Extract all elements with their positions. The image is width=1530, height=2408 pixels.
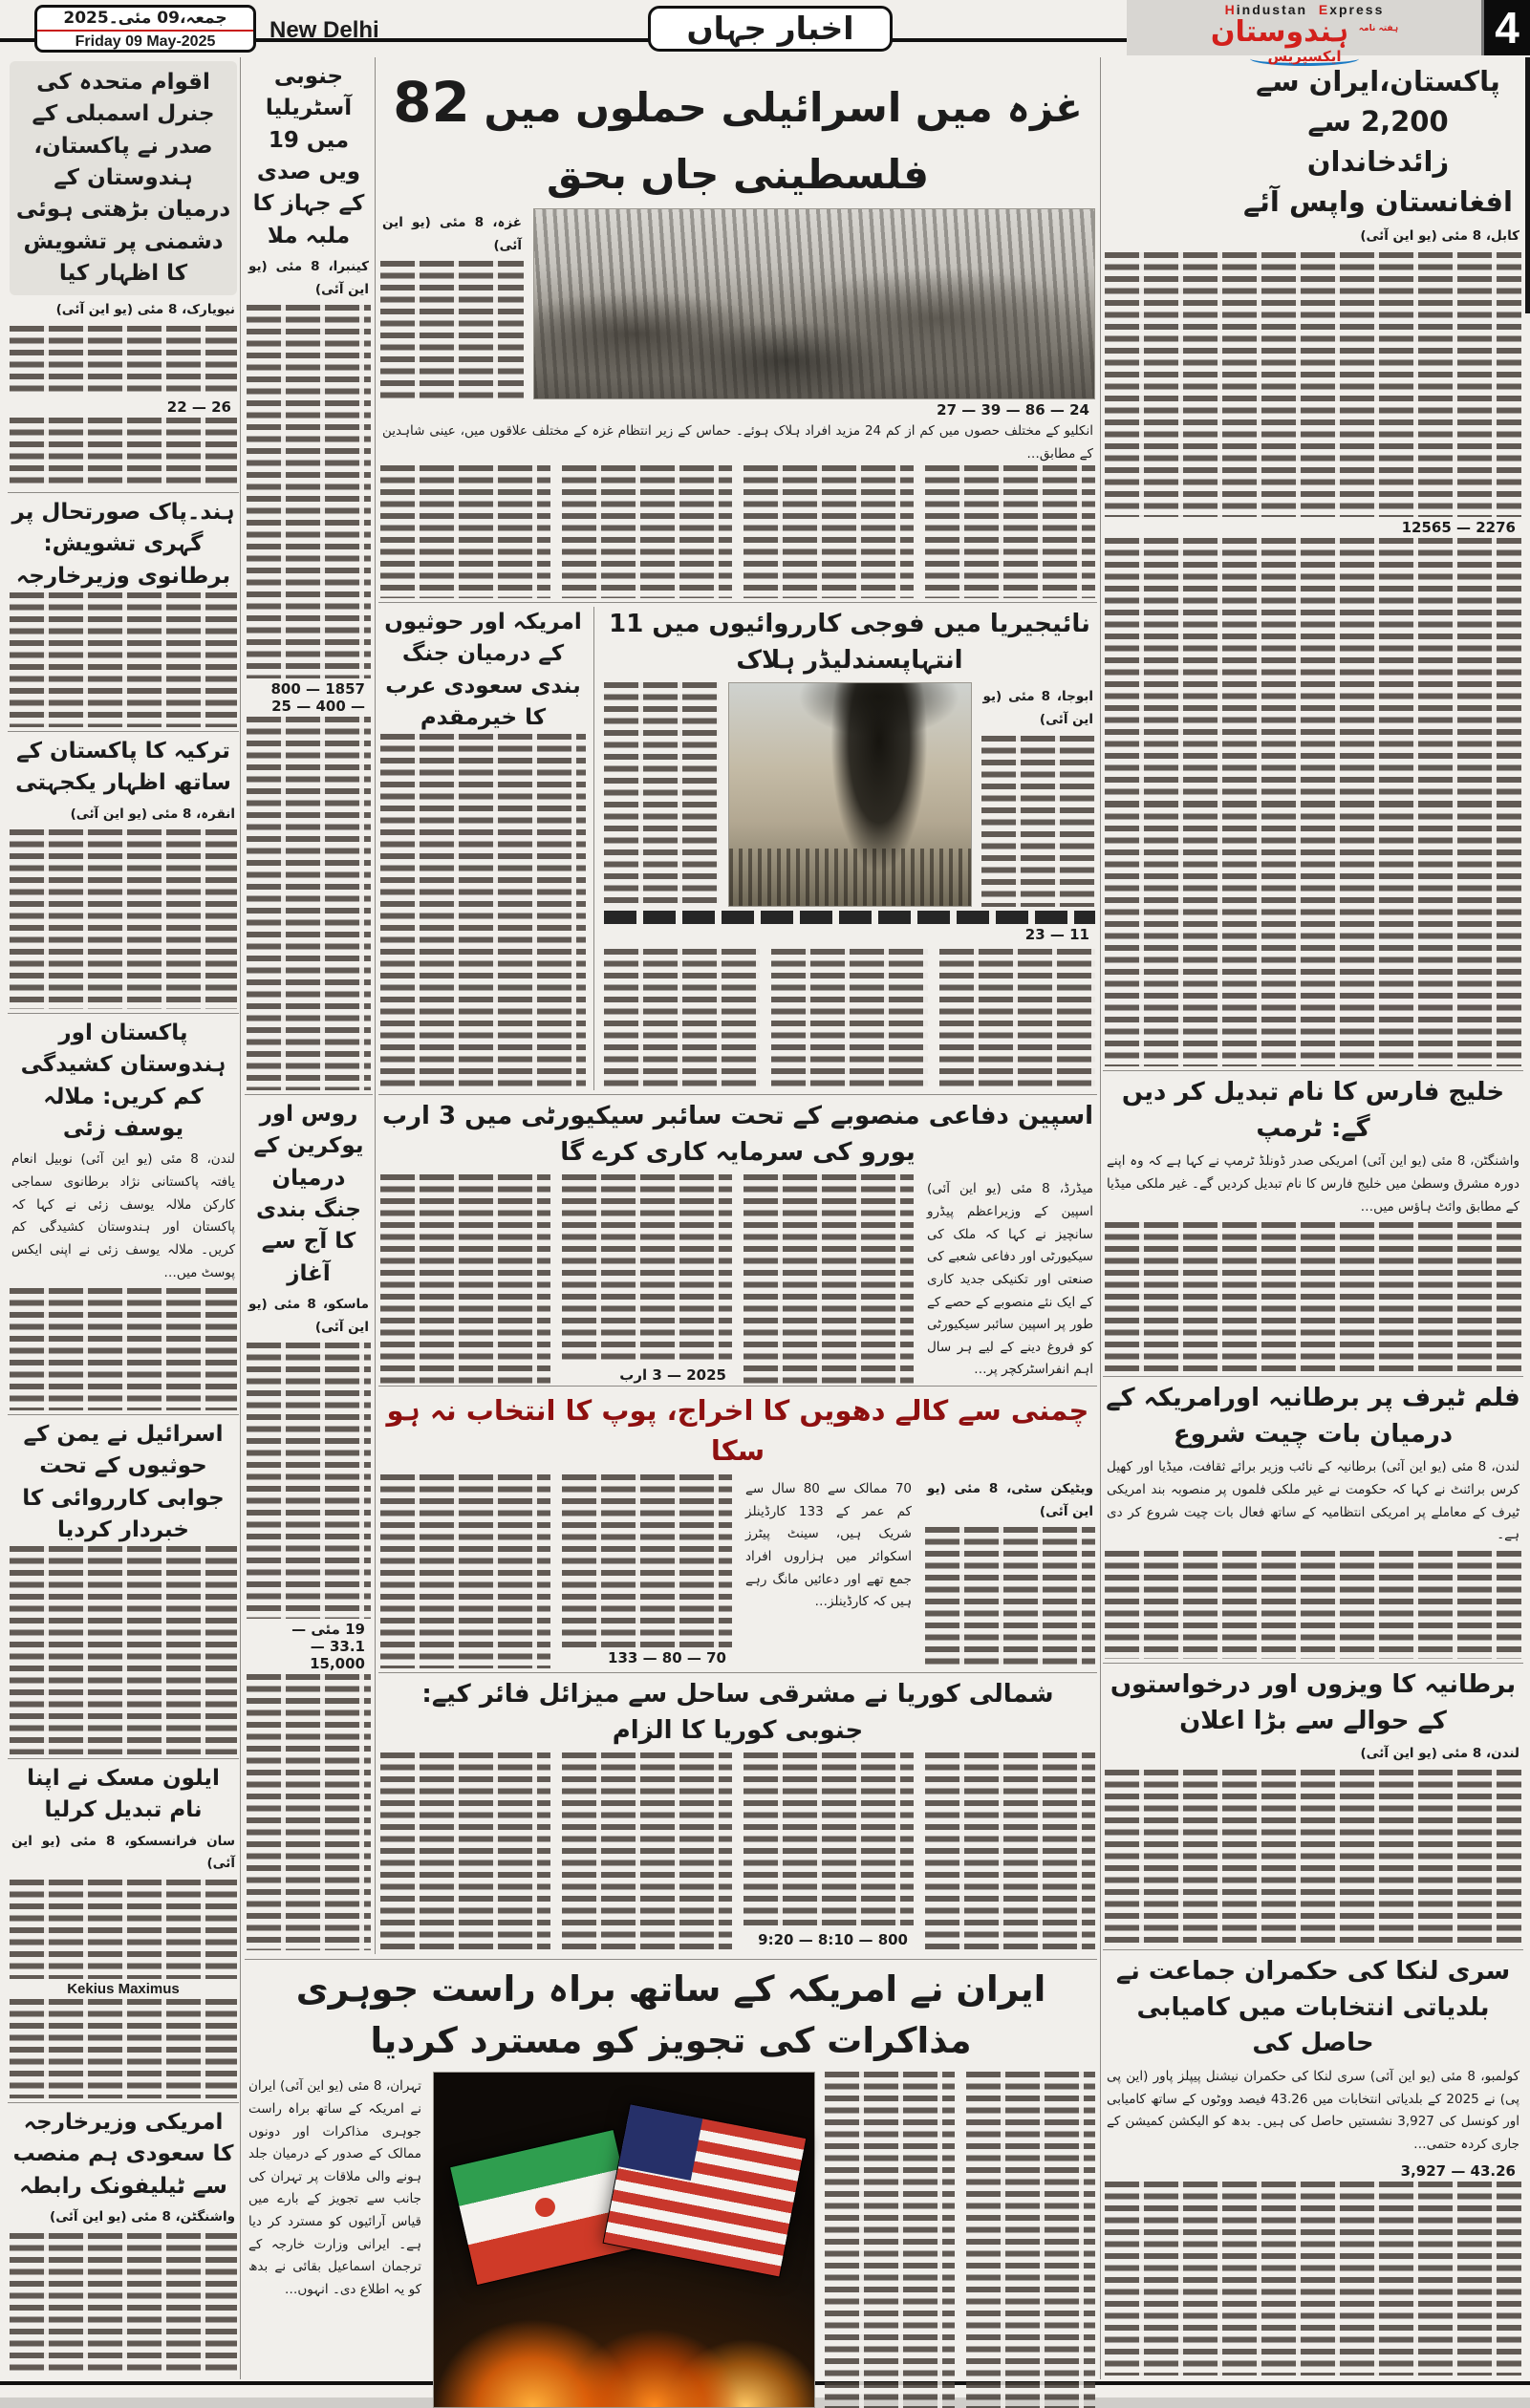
figures-nkorea: 800 — 8:10 — 9:20 xyxy=(758,1931,908,1948)
page-header xyxy=(0,0,1530,65)
excerpt-spain: میڈرڈ، 8 مئی (یو این آئی) اسپین کے وزیراعظم پیڈرو سانچیز نے کہا کہ ملک کی سیکیورٹی اور دفاعی شعبے کی صنعتی اور تکنیکی جدید کاری کے ایک نئے منصوبے کے حصے کے طور پر اسپین سائبر سیکیورٹی کو فروغ دینے کے لیے ہر سال اہم انفراسٹرکچر پر… xyxy=(927,1181,1093,1378)
dateline-elon xyxy=(11,1831,235,1876)
right-column xyxy=(1103,57,1523,2379)
dateline-gaza xyxy=(382,212,522,257)
center-area xyxy=(378,57,1097,1954)
bodytext-israel-yemen xyxy=(10,1546,237,1754)
nigeria-first-column xyxy=(981,682,1096,907)
article-turkey xyxy=(8,731,239,1013)
article-malala xyxy=(8,1013,239,1414)
bodytext-nigeria-col1 xyxy=(604,682,719,907)
dateline-nigeria xyxy=(983,686,1094,731)
gaza-text-col xyxy=(925,465,1095,598)
headline-australia: جنوبی آسٹریلیا میں 19 ویں صدی کے جہاز کا ملبہ ملا xyxy=(252,64,365,248)
bodytext-saudi-houthi xyxy=(380,734,586,1090)
excerpt-trump-gulf: واشنگٹن، 8 مئی (یو این آئی) امریکی صدر ڈونلڈ ٹرمپ نے کہا ہے کہ وہ اپنے دورہ مشرق وسطیٰ میں خلیج فارس کا نام تبدیل کردیں گے۔ غیر ملکی میڈیا کے مطابق وائٹ ہاؤس میں… xyxy=(1107,1153,1519,1215)
bodytext-spain xyxy=(743,1174,914,1386)
bodytext-iran xyxy=(825,2072,955,2408)
column-rule-mid xyxy=(375,57,376,1954)
column-rule-right xyxy=(1100,57,1101,2379)
masthead xyxy=(1127,0,1482,65)
left-column xyxy=(8,57,239,2379)
article-pak-iran xyxy=(1103,57,1523,1070)
bodytext-nkorea xyxy=(562,1752,732,1950)
article-gaza xyxy=(378,57,1097,602)
bodytext-gaza-col1 xyxy=(380,261,524,399)
bodytext-srilanka xyxy=(1105,2182,1521,2376)
headline-iran: ایران نے امریکہ کے ساتھ براہ راست جوہری مذاکرات کی تجویز کو مسترد کردیا xyxy=(295,1968,1046,2061)
article-elon xyxy=(8,1758,239,2102)
bodytext-pak-iran-2 xyxy=(1105,538,1521,803)
dateline-text: نیویارک، 8 مئی (یو این آئی) xyxy=(55,302,235,318)
spain-text-col xyxy=(743,1174,914,1386)
figures-pak-iran: 2276 — 12565 xyxy=(1401,518,1516,536)
article-israel-yemen xyxy=(8,1414,239,1758)
figures-nigeria: 11 — 23 xyxy=(1024,926,1089,944)
nigeria-text-col xyxy=(939,949,1095,1090)
article-russia-ukraine xyxy=(245,1094,373,1954)
dateline-us-saudi xyxy=(11,2206,235,2229)
headline-turkey: ترکیہ کا پاکستان کے ساتھ اظہار یکجہتی xyxy=(15,739,231,796)
nkorea-text-col xyxy=(743,1752,914,1950)
page-number: 4 xyxy=(1481,0,1530,55)
figures-un-assembly: 26 — 22 xyxy=(166,398,231,417)
bodytext-malala xyxy=(10,1288,237,1410)
bodytext-nkorea xyxy=(380,1752,550,1950)
bodytext-britain-visa xyxy=(1105,1770,1521,1946)
masthead-urdu-word: ہندوستان xyxy=(1210,15,1349,49)
nkorea-text-col xyxy=(562,1752,732,1950)
section-title: اخبار جہاں xyxy=(648,6,893,52)
headline-israel-yemen: اسرائیل نے یمن کے حوثیوں کے تحت جوابی کارروائی کا خبردار کردیا xyxy=(22,1422,225,1543)
bodytext-un-assembly-2 xyxy=(10,418,237,488)
bodytext-nkorea xyxy=(925,1752,1095,1950)
bodytext-iran xyxy=(966,2072,1096,2408)
headline-trump-gulf: خلیج فارس کا نام تبدیل کر دیں گے: ٹرمپ xyxy=(1121,1078,1505,1143)
bodytext-pope xyxy=(562,1474,732,1647)
pope-first-column xyxy=(925,1474,1095,1668)
bodytext-russia-ukraine-2 xyxy=(247,1674,371,1950)
headline-gaza-post: فلسطینی جاں بحق xyxy=(546,151,930,198)
iran-text-cols xyxy=(825,2072,1095,2408)
excerpt-srilanka: کولمبو، 8 مئی (یو این آئی) سری لنکا کی حکمران نیشنل پیپلز پاور (این پی پی) نے 2025 کے بلدیاتی انتخابات میں 43.26 فیصد ووٹوں کے ساتھ کامیابی اور کونسل کی 3,927 نشستیں حاصل کی ہیں۔ بدھ کو الیکشن کمیشن کے جاری کردہ حتمی… xyxy=(1107,2069,1520,2152)
headline-russia-ukraine: روس اور یوکرین کے درمیان جنگ بندی کا آج سے آغاز xyxy=(253,1102,364,1286)
masthead-urdu2: ایکسپریس xyxy=(1250,52,1358,66)
bodytext-un-assembly xyxy=(10,326,237,397)
bodytext-pak-iran-3 xyxy=(1105,802,1521,1066)
spain-text-col xyxy=(562,1174,732,1386)
gaza-text-col xyxy=(380,465,550,598)
masthead-h: H xyxy=(1224,2,1237,17)
dateline-australia xyxy=(248,256,369,301)
dateline-text: ویٹیکن سٹی، 8 مئی (یو این آئی) xyxy=(927,1481,1093,1519)
nigeria-photo-caption xyxy=(604,911,1095,924)
headline-saudi-houthi: امریکہ اور حوثیوں کے درمیان جنگ بندی سعودی عرب کا خیرمقدم xyxy=(384,610,582,731)
masthead-tagline: ہفتہ نامہ xyxy=(1358,24,1399,33)
dateline-text: کینبرا، 8 مئی (یو این آئی) xyxy=(248,259,369,297)
article-iran-inner xyxy=(245,1959,1097,2377)
article-saudi-houthi xyxy=(380,607,594,1090)
headline-pope: چمنی سے کالے دھویں کا اخراج، پوپ کا انتخاب نہ ہو سکا xyxy=(386,1394,1089,1468)
bodytext-nigeria xyxy=(771,949,927,1090)
masthead-urdu xyxy=(1127,14,1482,47)
bodytext-elon xyxy=(10,1880,237,1979)
bodytext-nigeria xyxy=(604,949,760,1090)
bodytext-spain xyxy=(562,1174,732,1365)
dateline-text: سان فرانسسکو، 8 مئی (یو این آئی) xyxy=(11,1833,235,1872)
figures-spain: 2025 — 3 ارب xyxy=(619,1366,726,1384)
headline-nkorea: شمالی کوریا نے مشرقی ساحل سے میزائل فائر کیے: جنوبی کوریا کا الزام xyxy=(421,1680,1054,1745)
bodytext-spain xyxy=(380,1174,550,1386)
gaza-destruction-photo xyxy=(533,208,1095,399)
date-english: Friday 09 May-2025 xyxy=(75,33,216,50)
excerpt-malala: لندن، 8 مئی (یو این آئی) نوبیل انعام یافتہ پاکستانی نژاد برطانوی سماجی کارکن ملالہ یوسف زئی نے کہا کہ پاکستان اور ہندوستان کشیدگی کم کریں۔ ملالہ یوسف زئی نے اپنی ایکس پوسٹ میں… xyxy=(11,1151,235,1280)
iran-us-flags-photo xyxy=(433,2072,815,2408)
nigeria-smoke-photo xyxy=(728,682,972,907)
pope-text-col xyxy=(380,1474,550,1668)
dateline-text: ماسکو، 8 مئی (یو این آئی) xyxy=(248,1297,369,1335)
headline-uk-fm: ہند۔پاک صورتحال پر گہری تشویش: برطانوی وزیرخارجہ xyxy=(11,500,235,589)
headline-nigeria: نائیجیریا میں فوجی کارروائیوں میں 11 انتہاپسندلیڈر ہلاک xyxy=(609,610,1090,675)
headline-spain: اسپین دفاعی منصوبے کے تحت سائبر سیکیورٹی میں 3 ارب یورو کی سرمایہ کاری کرے گا xyxy=(381,1102,1094,1167)
headline-gaza-pre: غزہ میں اسرائیلی حملوں میں xyxy=(484,84,1083,131)
dateline-pak-iran xyxy=(1107,226,1519,248)
excerpt-iran: تہران، 8 مئی (یو این آئی) ایران نے امریکہ کے ساتھ براہ راست جوہری مذاکرات اور دونوں ممالک کے صدور کے درمیان جلد ہونے والی ملاقات پر تہران کی جانب سے تجویز کے بارے میں قیاس آرائیوں کو مسترد کر دیا ہے۔ ایرانی وزارت خارجہ کے ترجمان اسماعیل بقائی نے بدھ کو یہ اطلاع دی۔ انہوں… xyxy=(248,2078,421,2297)
flames-graphic xyxy=(434,2233,814,2407)
figures-pope: 70 — 80 — 133 xyxy=(608,1649,726,1666)
bodytext-uk-fm xyxy=(10,592,237,727)
bodytext-australia xyxy=(247,305,371,678)
headline-elon: ایلون مسک نے اپنا نام تبدیل کرلیا xyxy=(27,1766,220,1823)
dateline-britain-visa xyxy=(1107,1743,1519,1766)
bodytext-gaza xyxy=(925,465,1095,598)
nkorea-text-col xyxy=(380,1752,550,1950)
bodytext-turkey xyxy=(10,829,237,1009)
excerpt-gaza: انکلیو کے مختلف حصوں میں کم از کم 24 مزید افراد ہلاک ہوئے۔ حماس کے زیر انتظام غزہ کے مختلف علاقوں میں، عینی شاہدین کے مطابق… xyxy=(382,423,1093,462)
article-australia xyxy=(245,57,373,1094)
article-nkorea xyxy=(378,1672,1097,1954)
excerpt-pope: 70 ممالک سے 80 سال سے کم عمر کے 133 کارڈینلز شریک ہیں، سینٹ پیٹرز اسکوائر میں ہزاروں افراد جمع تھے اور دعائیں مانگ رہے ہیں کہ کارڈینلز… xyxy=(745,1481,912,1610)
headline-us-saudi: امریکی وزیرخارجہ کا سعودی ہم منصب سے ٹیلیفونک رابطہ xyxy=(12,2110,234,2199)
middle-column xyxy=(245,57,373,1954)
bodytext-pak-iran xyxy=(1105,252,1521,517)
article-film-tariff xyxy=(1103,1376,1523,1663)
article-us-saudi xyxy=(8,2102,239,2379)
dateline-text: غزہ، 8 مئی (یو این آئی) xyxy=(382,215,522,253)
nigeria-text-col xyxy=(604,949,760,1090)
dateline-text: انقرہ، 8 مئی (یو این آئی) xyxy=(70,806,235,822)
headline-srilanka: سری لنکا کی حکمران جماعت نے بلدیاتی انتخابات میں کامیابی حاصل کی xyxy=(1115,1957,1511,2058)
bodytext-pope xyxy=(925,1527,1095,1668)
article-un-assembly xyxy=(8,57,239,492)
spain-first-column xyxy=(925,1174,1095,1386)
bodytext-elon-2 xyxy=(10,1999,237,2098)
dateline-text: واشنگٹن، 8 مئی (یو این آئی) xyxy=(50,2209,235,2225)
bodytext-gaza xyxy=(743,465,914,598)
bodytext-nkorea xyxy=(743,1752,914,1929)
pope-text-col xyxy=(562,1474,732,1668)
date-box xyxy=(34,5,256,53)
gaza-text-col xyxy=(562,465,732,598)
article-pope xyxy=(378,1386,1097,1672)
figures-australia: 1857 — 800 — 400 — 25 xyxy=(270,680,365,716)
article-spain xyxy=(378,1094,1097,1386)
headline-britain-visa: برطانیہ کا ویزوں اور درخواستوں کے حوالے سے بڑا اعلان xyxy=(1110,1670,1517,1735)
article-uk-fm xyxy=(8,492,239,731)
figures-gaza: 24 — 86 — 39 — 27 xyxy=(937,401,1089,419)
dateline-pope xyxy=(927,1478,1093,1523)
article-britain-visa xyxy=(1103,1663,1523,1949)
headline-pak-iran: پاکستان،ایران سے 2,200 سے زائدخاندان افغانستان واپس آئے xyxy=(1243,65,1513,219)
bodytext-australia-2 xyxy=(247,717,371,1090)
figures-srilanka: 43.26 — 3,927 xyxy=(1400,2161,1516,2180)
dateline-russia-ukraine xyxy=(248,1294,369,1339)
article-trump-gulf xyxy=(1103,1070,1523,1376)
headline-film-tariff: فلم ٹیرف پر برطانیہ اورامریکہ کے درمیان بات چیت شروع xyxy=(1106,1384,1520,1449)
dateline-text: کابل، 8 مئی (یو این آئی) xyxy=(1360,228,1519,245)
page-edge-bar xyxy=(1525,57,1530,313)
headline-gaza xyxy=(380,61,1095,204)
figures-russia-ukraine: 19 مئی — 33.1 — 15,000 xyxy=(291,1621,365,1673)
spain-text-col xyxy=(380,1174,550,1386)
iran-first-column xyxy=(247,2072,423,2408)
headline-gaza-number: 82 xyxy=(393,70,470,135)
bodytext-trump-gulf xyxy=(1105,1222,1521,1372)
row-saudi-nigeria xyxy=(378,602,1097,1094)
headline-un-assembly: اقوام متحدہ کی جنرل اسمبلی کے صدر نے پاکستان، ہندوستان کے درمیان بڑھتی ہوئی دشمنی پر تشویش کا اظہار کیا xyxy=(10,61,237,295)
article-srilanka xyxy=(1103,1949,1523,2379)
dateline-text: ابوجا، 8 مئی (یو این آئی) xyxy=(982,689,1093,727)
bodytext-us-saudi xyxy=(10,2233,237,2376)
article-iran xyxy=(245,1959,1097,2377)
bodytext-russia-ukraine xyxy=(247,1343,371,1619)
masthead-e-rest: xpress xyxy=(1329,2,1385,17)
nigeria-text-col xyxy=(771,949,927,1090)
gaza-text-col xyxy=(743,465,914,598)
date-urdu: جمعہ،09 مئی۔2025 xyxy=(37,8,253,32)
dateline-text: لندن، 8 مئی (یو این آئی) xyxy=(1360,1746,1519,1762)
headline-malala: پاکستان اور ہندوستان کشیدگی کم کریں: ملالہ یوسف زئی xyxy=(20,1021,226,1142)
excerpt-film-tariff: لندن، 8 مئی (یو این آئی) برطانیہ کے نائب وزیر برائے ثقافت، میڈیا اور کھیل کرس برائنٹ نے کہا کہ حکومت نے غیر ملکی فلموں پر منصوبہ بند امریکی ٹیرف کے معاملے پر امریکی انتظامیہ کے ساتھ فعال بات چیت شروع کر دی ہے۔ xyxy=(1107,1459,1519,1543)
bodytext-pope xyxy=(380,1474,550,1668)
dateline-un-assembly xyxy=(11,299,235,322)
nkorea-text-col xyxy=(925,1752,1095,1950)
column-rule-left xyxy=(240,57,241,2379)
dateline-turkey xyxy=(11,804,235,827)
bodytext-nigeria xyxy=(939,949,1095,1090)
bodytext-nigeria-col3 xyxy=(981,736,1096,908)
bodytext-gaza xyxy=(562,465,732,598)
city-label: New Delhi xyxy=(269,17,379,43)
gaza-first-column xyxy=(380,208,524,399)
pope-text-col xyxy=(743,1474,914,1668)
masthead-e: E xyxy=(1318,2,1330,17)
bodytext-gaza xyxy=(380,465,550,598)
masthead-h-rest: industan xyxy=(1236,2,1308,17)
bodytext-film-tariff xyxy=(1105,1551,1521,1659)
elon-new-name: Kekius Maximus xyxy=(67,1980,180,1997)
article-nigeria xyxy=(604,607,1095,1090)
